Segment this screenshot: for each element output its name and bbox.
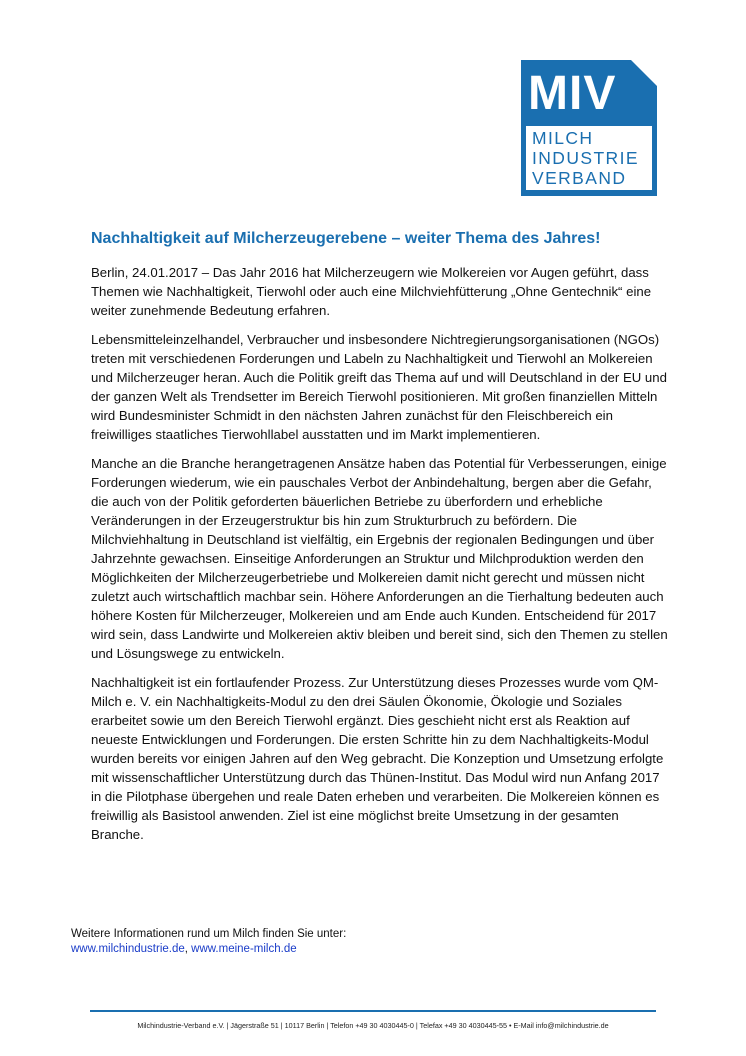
footer-address: Milchindustrie-Verband e.V. | Jägerstraße 51 | 10117 Berlin | Telefon +49 30 4030445-0 | Telefax +49 30 4030445-55 • E-Mail info@milchindustrie.de: [137, 1021, 609, 1030]
logo-line-industrie: INDUSTRIE: [532, 148, 639, 168]
paragraph-challenges: Manche an die Branche herangetragenen Ansätze haben das Potential für Verbesserungen, einige Forderungen wiederum, wie ein pauschales Verbot der Anbindehaltung, bergen aber die Gefahr, die auch von der Politik geforderten bäuerlichen Betriebe zu überfordern und erhebliche Veränderungen in der Erzeugerstruktur bis hin zum Strukturbruch zu befördern. Die Milchviehhaltung in Deutschland ist vielfältig, ein Ergebnis der regionalen Bedingungen und über Jahrzehnte gewachsen. Einseitige Anforderungen an Struktur und Milchproduktion werden den Möglichkeiten der Milcherzeugerbetriebe und Molkereien damit nicht gerecht und müssen nicht zuletzt auch wirtschaftlich machbar sein. Höhere Anforderungen an die Tierhaltung bedeuten auch höhere Kosten für Milcherzeuger, Molkereien und am Ende auch Kunden. Entscheidend für 2017 wird sein, dass Landwirte und Molkereien aktiv bleiben und bereit sind, sich den Themen zu stellen und Lösungswege zu entwickeln.: [91, 456, 668, 661]
meine-milch-link[interactable]: www.meine-milch.de: [191, 943, 297, 955]
contact-intro: Weitere Informationen rund um Milch finden Sie unter:: [71, 928, 347, 940]
paragraph-intro: Berlin, 24.01.2017 – Das Jahr 2016 hat Milcherzeugern wie Molkereien vor Augen geführt, dass Themen wie Nachhaltigkeit, Tierwohl oder auch eine Milchviehfütterung „Ohne Gentechnik“ eine weiter zunehmende Bedeutung erfahren.: [91, 265, 652, 318]
paragraph-stakeholders: Lebensmitteleinzelhandel, Verbraucher und insbesondere Nichtregierungsorganisationen (NGOs) treten mit verschiedenen Forderungen und Labeln zu Nachhaltigkeit und Tierwohl an Molkereien und Milcherzeuger heran. Auch die Politik greift das Thema auf und will Deutschland in der EU und der ganzen Welt als Trendsetter im Bereich Tierwohl positionieren. Mit großen finanziellen Mitteln wird Bundesminister Schmidt in den nächsten Jahren zunächst für den Fleischbereich ein freiwilliges staatliches Tierwohllabel ausstatten und im Markt implementieren.: [91, 332, 667, 442]
logo-mark: MIV: [528, 67, 617, 120]
footer-divider: [90, 1010, 656, 1012]
press-release-headline: Nachhaltigkeit auf Milcherzeugerebene – weiter Thema des Jahres!: [91, 230, 601, 247]
contact-info: [71, 927, 571, 957]
logo-line-milch: MILCH: [532, 128, 594, 148]
logo-line-verband: VERBAND: [532, 168, 627, 188]
contact-links: [71, 942, 571, 957]
link-separator: ,: [184, 943, 192, 955]
press-release-body: [91, 263, 671, 854]
miv-logo: [521, 60, 657, 196]
logo-corner-cut: [631, 60, 657, 86]
milchindustrie-link[interactable]: www.milchindustrie.de: [71, 943, 185, 955]
paragraph-sustainability-module: Nachhaltigkeit ist ein fortlaufender Prozess. Zur Unterstützung dieses Prozesses wurde vom QM-Milch e. V. ein Nachhaltigkeits-Modul zu den drei Säulen Ökonomie, Ökologie und Soziales erarbeitet sowie um den Bereich Tierwohl ergänzt. Dies geschieht nicht erst als Reaktion auf neueste Entwicklungen und Forderungen. Die ersten Schritte hin zu dem Nachhaltigkeits-Modul wurden bereits vor einigen Jahren auf den Weg gebracht. Die Konzeption und Umsetzung erfolgte mit wissenschaftlicher Unterstützung durch das Thünen-Institut. Das Modul wird nun Anfang 2017 in die Pilotphase übergehen und reale Daten erheben und verarbeiten. Die Molkereien können es freiwillig als Basistool anwenden. Ziel ist eine möglichst breite Umsetzung in der gesamten Branche.: [91, 675, 664, 842]
logo-wordmark-box: [526, 126, 652, 190]
